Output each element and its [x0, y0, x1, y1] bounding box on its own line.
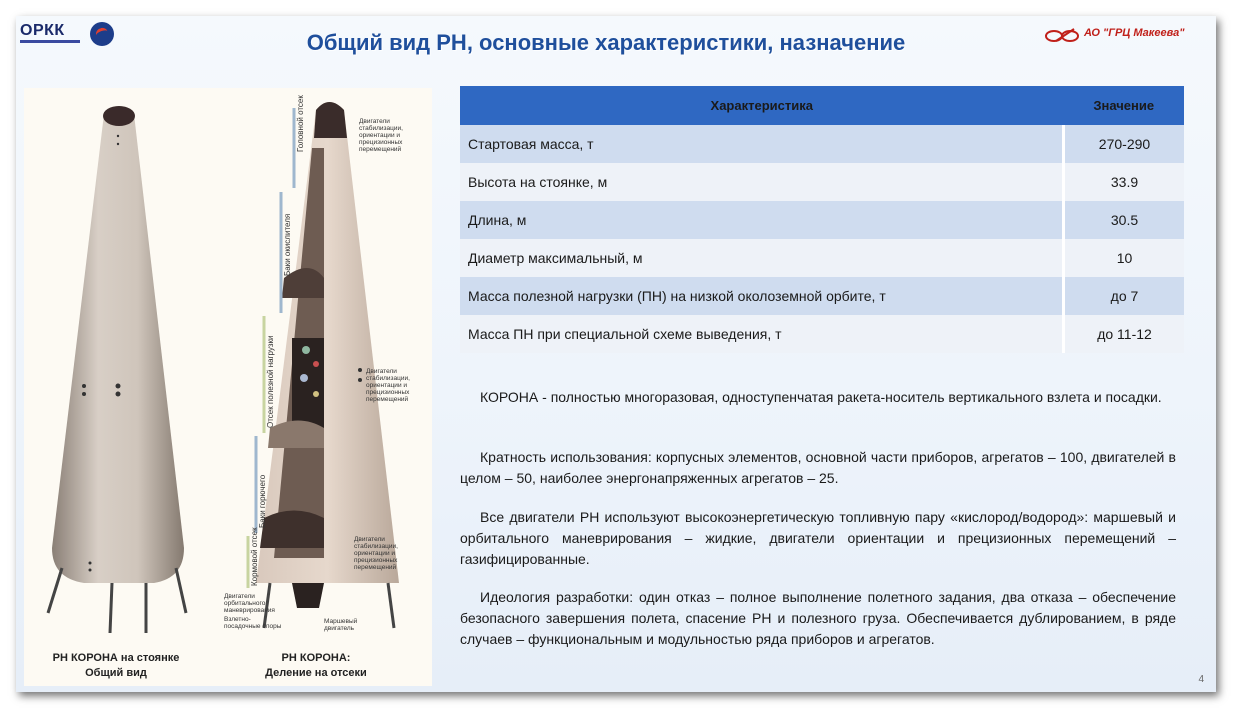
- caption-general-view-line2: Общий вид: [85, 667, 147, 679]
- callout-stab-engines-top: Двигатели стабилизации, ориентации и прецизионных перемещений: [359, 118, 403, 153]
- table-header-row: [460, 86, 1184, 125]
- table-row: [460, 125, 1184, 163]
- label-engine-bay: Кормовой отсек: [250, 527, 259, 586]
- table-cell-value: до 7: [1064, 277, 1185, 315]
- table-cell-param: Высота на стоянке, м: [460, 163, 1064, 201]
- table-cell-param: Масса полезной нагрузки (ПН) на низкой околоземной орбите, т: [460, 277, 1064, 315]
- table-cell-param: Масса ПН при специальной схеме выведения, т: [460, 315, 1064, 353]
- label-head-section: Головной отсек: [296, 95, 305, 152]
- label-fuel-tanks: Баки горючего: [258, 474, 267, 528]
- orkk-logo: ОРКК: [20, 22, 65, 39]
- page-number: 4: [1198, 674, 1204, 685]
- caption-general-view: [46, 651, 186, 681]
- label-oxidizer-tanks: Баки окислителя: [283, 213, 292, 276]
- table-cell-param: Длина, м: [460, 201, 1064, 239]
- callout-stab-engines-low: Двигатели стабилизации, ориентации и прецизионных перемещений: [354, 536, 398, 571]
- table-row: [460, 163, 1184, 201]
- table-cell-value: 33.9: [1064, 163, 1185, 201]
- orkk-logo-underline: [20, 40, 80, 43]
- caption-sections-line2: Деление на отсеки: [265, 667, 367, 679]
- callout-landing-supports: Взлетно-посадочные опоры: [224, 616, 282, 630]
- table-cell-value: до 11-12: [1064, 315, 1185, 353]
- label-payload-section: Отсек полезной нагрузки: [266, 335, 275, 428]
- roscosmos-logo-icon: [90, 22, 114, 46]
- table-row: [460, 315, 1184, 353]
- table-header-value: Значение: [1064, 86, 1185, 125]
- table-cell-value: 270-290: [1064, 125, 1185, 163]
- table-row: [460, 277, 1184, 315]
- paragraph-reuse: Кратность использования: корпусных элементов, основной части приборов, агрегатов – 100, двигателей в целом – 50, наиболее энергонапряженных агрегатов – 25.: [460, 449, 1176, 486]
- caption-sections-line1: РН КОРОНА:: [281, 652, 351, 664]
- table-cell-param: Диаметр максимальный, м: [460, 239, 1064, 277]
- table-row: [460, 239, 1184, 277]
- caption-sections: [246, 651, 386, 681]
- paragraph-overview: КОРОНА - полностью многоразовая, одноступенчатая ракета-носитель вертикального взлета и посадки.: [480, 389, 1162, 405]
- table-cell-value: 10: [1064, 239, 1185, 277]
- paragraph-design-ideology: Идеология разработки: один отказ – полное выполнение полетного задания, два отказа – обеспечение безопасного завершения полета, спасение РН и полезного груза. Обеспечивается дублированием, в ряде случаев – функциональным и модульностью ряда приборов и агрегатов.: [460, 589, 1176, 647]
- rocket-illustration: [24, 88, 432, 686]
- callout-stab-engines-mid: Двигатели стабилизации, ориентации и прецизионных перемещений: [366, 368, 410, 403]
- table-row: [460, 201, 1184, 239]
- caption-general-view-line1: РН КОРОНА на стоянке: [52, 652, 180, 664]
- table-header-param: Характеристика: [460, 86, 1064, 125]
- slide: [16, 16, 1216, 692]
- callout-orbital-engines: Двигатели орбитального маневрирования: [224, 593, 275, 614]
- rocket-general-view: [48, 106, 186, 633]
- characteristics-table: [460, 86, 1184, 353]
- table-cell-value: 30.5: [1064, 201, 1185, 239]
- slide-title: Общий вид РН, основные характеристики, назначение: [306, 30, 906, 55]
- company-name: АО "ГРЦ Макеева": [1084, 27, 1185, 39]
- table-cell-param: Стартовая масса, т: [460, 125, 1064, 163]
- callout-main-engine: Маршевый двигатель: [324, 618, 358, 632]
- paragraph-engines: Все двигатели РН используют высокоэнергетическую топливную пару «кислород/водород»: маршевый и орбитального маневрирования – жидкие, двигатели ориентации и прецизионных перемещений – газифицированные.: [460, 509, 1176, 567]
- makeev-logo-icon: [1044, 28, 1082, 42]
